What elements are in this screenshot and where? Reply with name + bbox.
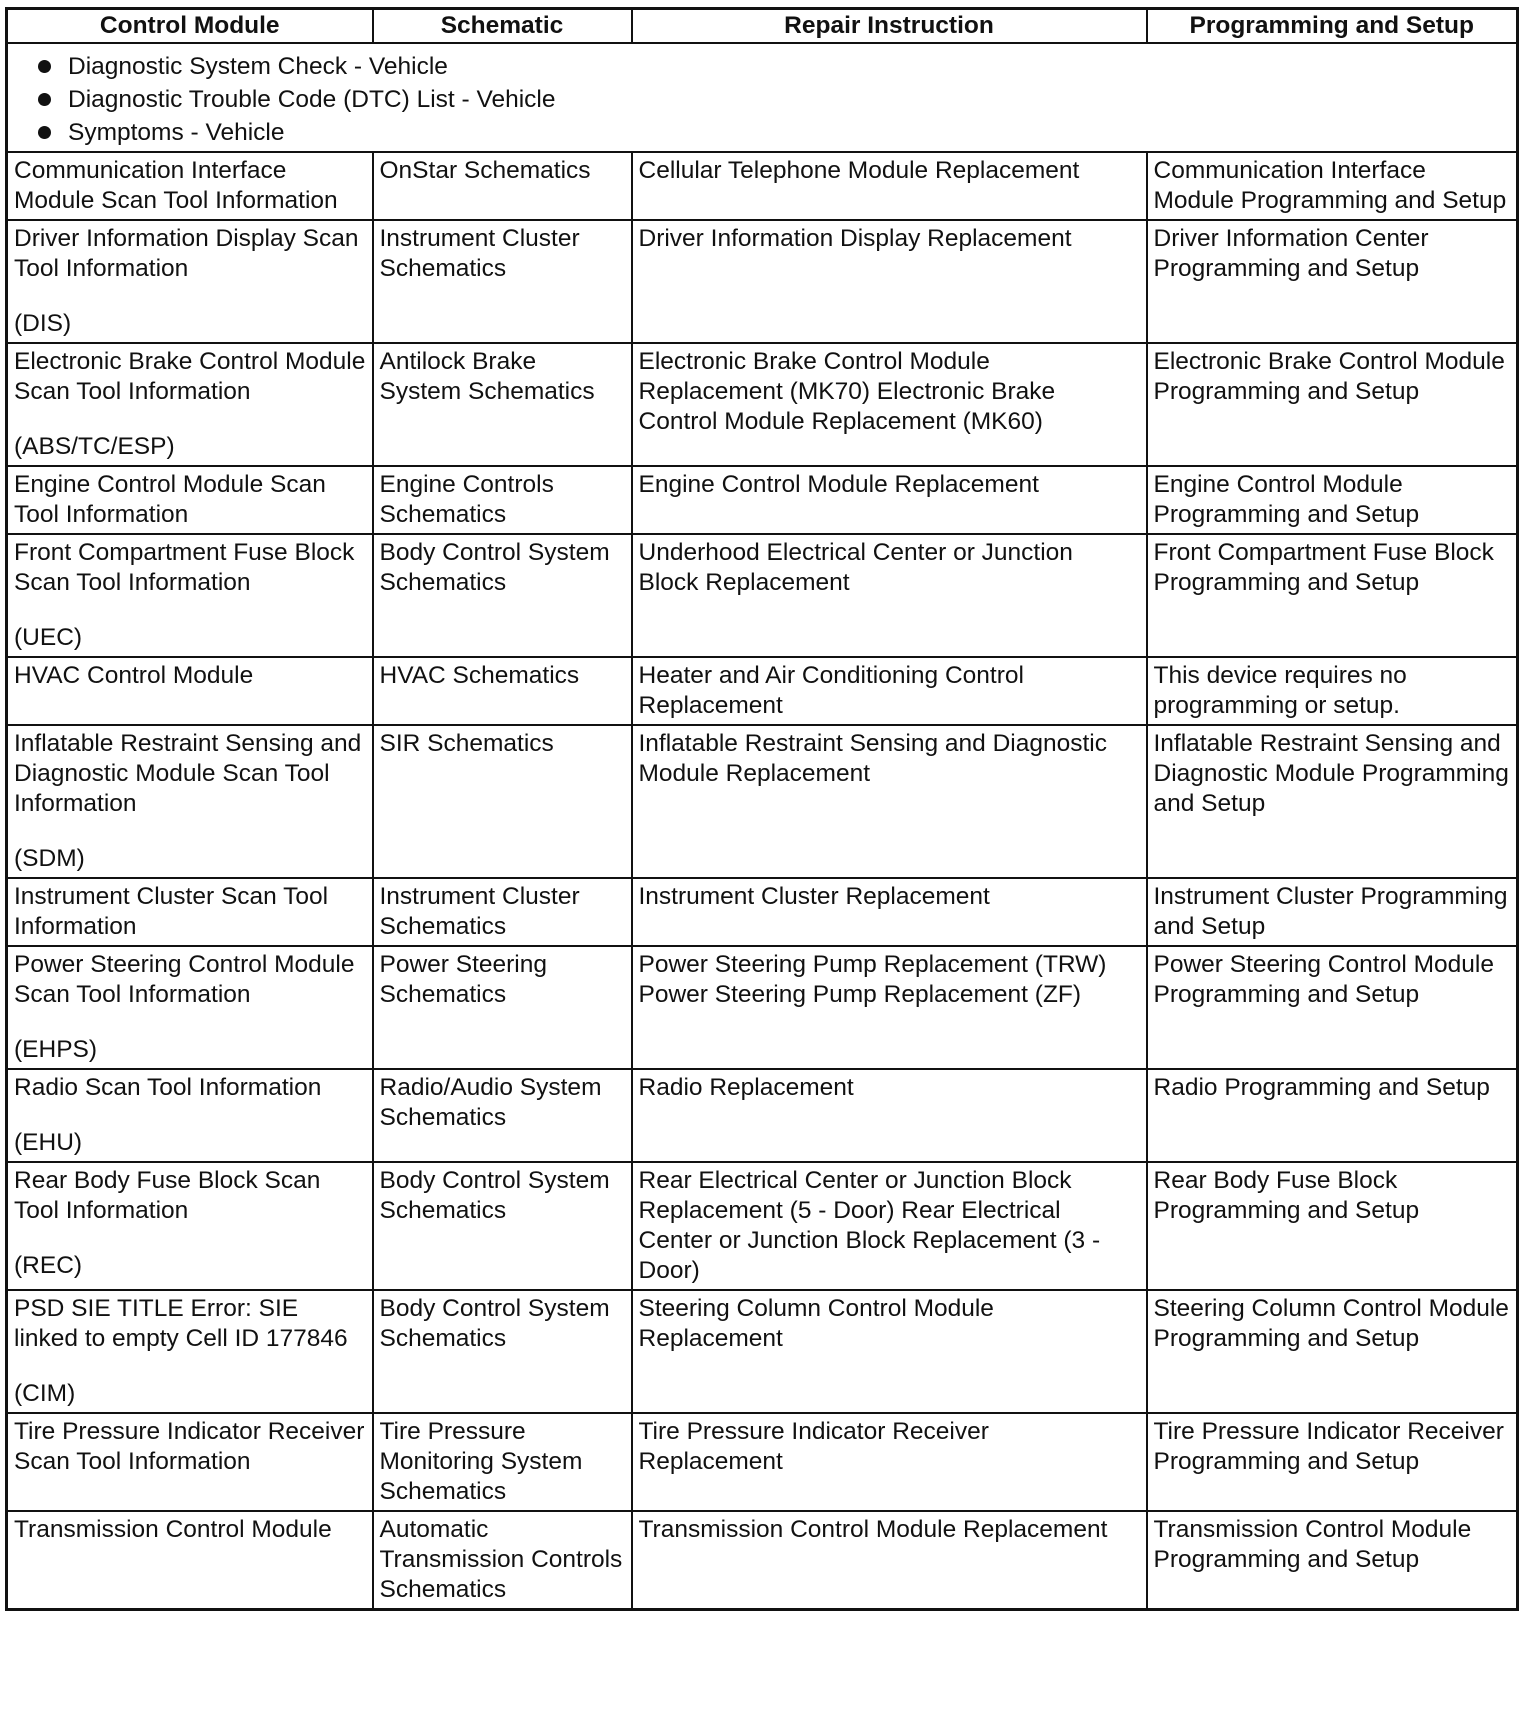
repair-instruction-cell[interactable]: Cellular Telephone Module Replacement xyxy=(632,152,1147,220)
header-schematic: Schematic xyxy=(373,9,632,44)
control-module-cell[interactable] xyxy=(7,1069,373,1162)
bullet-row xyxy=(7,43,1518,152)
schematic-cell[interactable]: Body Control System Schematics xyxy=(373,534,632,657)
schematic-cell[interactable]: Antilock Brake System Schematics xyxy=(373,343,632,466)
control-module-name[interactable]: Inflatable Restraint Sensing and Diagnostic Module Scan Tool Information xyxy=(14,730,362,817)
repair-instruction-cell[interactable]: Engine Control Module Replacement xyxy=(632,466,1147,534)
header-programming-setup: Programming and Setup xyxy=(1147,9,1518,44)
programming-setup-cell[interactable]: Inflatable Restraint Sensing and Diagnostic Module Programming and Setup xyxy=(1147,725,1518,878)
table-row xyxy=(7,878,1518,946)
programming-setup-cell[interactable]: Steering Column Control Module Programming and Setup xyxy=(1147,1290,1518,1413)
repair-instruction-cell[interactable]: Underhood Electrical Center or Junction Block Replacement xyxy=(632,534,1147,657)
programming-setup-cell[interactable]: Communication Interface Module Programming and Setup xyxy=(1147,152,1518,220)
control-module-name[interactable]: Power Steering Control Module Scan Tool Information xyxy=(14,951,355,1008)
schematic-cell[interactable]: Power Steering Schematics xyxy=(373,946,632,1069)
control-module-abbreviation: (DIS) xyxy=(14,310,72,337)
header-repair-instruction: Repair Instruction xyxy=(632,9,1147,44)
table-row xyxy=(7,1290,1518,1413)
control-module-cell[interactable] xyxy=(7,152,373,220)
schematic-cell[interactable]: Instrument Cluster Schematics xyxy=(373,878,632,946)
bullet-icon xyxy=(38,93,51,106)
programming-setup-cell[interactable]: Transmission Control Module Programming and Setup xyxy=(1147,1511,1518,1610)
schematic-cell[interactable]: Body Control System Schematics xyxy=(373,1162,632,1290)
control-module-cell[interactable] xyxy=(7,1290,373,1413)
control-module-name[interactable]: Radio Scan Tool Information xyxy=(14,1074,322,1101)
control-module-name[interactable]: Communication Interface Module Scan Tool Information xyxy=(14,157,338,214)
header-control-module: Control Module xyxy=(7,9,373,44)
header-row xyxy=(7,9,1518,44)
control-module-cell[interactable] xyxy=(7,725,373,878)
schematic-cell[interactable]: HVAC Schematics xyxy=(373,657,632,725)
control-module-name[interactable]: Instrument Cluster Scan Tool Information xyxy=(14,883,329,940)
control-module-cell[interactable] xyxy=(7,1162,373,1290)
programming-setup-cell[interactable]: Front Compartment Fuse Block Programming and Setup xyxy=(1147,534,1518,657)
diagnostic-links xyxy=(14,50,1510,149)
bullet-cell xyxy=(7,43,1518,152)
repair-instruction-cell[interactable]: Radio Replacement xyxy=(632,1069,1147,1162)
control-module-abbreviation: (CIM) xyxy=(14,1380,76,1407)
programming-setup-cell[interactable]: Engine Control Module Programming and Setup xyxy=(1147,466,1518,534)
control-module-name[interactable]: HVAC Control Module xyxy=(14,662,254,689)
control-module-cell[interactable] xyxy=(7,343,373,466)
schematic-cell[interactable]: Instrument Cluster Schematics xyxy=(373,220,632,343)
control-module-name[interactable]: Engine Control Module Scan Tool Information xyxy=(14,471,326,528)
control-module-cell[interactable] xyxy=(7,534,373,657)
schematic-cell[interactable]: OnStar Schematics xyxy=(373,152,632,220)
table-row xyxy=(7,534,1518,657)
control-module-name[interactable]: Tire Pressure Indicator Receiver Scan Tool Information xyxy=(14,1418,365,1475)
repair-instruction-cell[interactable]: Heater and Air Conditioning Control Replacement xyxy=(632,657,1147,725)
control-module-abbreviation: (EHPS) xyxy=(14,1036,98,1063)
table-row xyxy=(7,657,1518,725)
table-row xyxy=(7,152,1518,220)
repair-instruction-cell[interactable]: Inflatable Restraint Sensing and Diagnostic Module Replacement xyxy=(632,725,1147,878)
bullet-item-dtc-list[interactable]: Diagnostic Trouble Code (DTC) List - Vehicle xyxy=(32,83,1510,116)
table-row xyxy=(7,1162,1518,1290)
bullet-item-symptoms[interactable]: Symptoms - Vehicle xyxy=(32,116,1510,149)
control-module-abbreviation: (REC) xyxy=(14,1252,83,1279)
module-table xyxy=(5,7,1519,1611)
control-module-abbreviation: (ABS/TC/ESP) xyxy=(14,433,175,460)
control-module-abbreviation: (UEC) xyxy=(14,624,83,651)
control-module-cell[interactable] xyxy=(7,466,373,534)
table-row xyxy=(7,725,1518,878)
table-row xyxy=(7,1413,1518,1511)
programming-setup-cell[interactable]: Electronic Brake Control Module Programming and Setup xyxy=(1147,343,1518,466)
control-module-cell[interactable] xyxy=(7,657,373,725)
control-module-name[interactable]: Rear Body Fuse Block Scan Tool Information xyxy=(14,1167,321,1224)
programming-setup-cell[interactable]: Radio Programming and Setup xyxy=(1147,1069,1518,1162)
control-module-cell[interactable] xyxy=(7,1413,373,1511)
control-module-cell[interactable] xyxy=(7,878,373,946)
control-module-cell[interactable] xyxy=(7,220,373,343)
control-module-name[interactable]: Electronic Brake Control Module Scan Tool Information xyxy=(14,348,366,405)
programming-setup-cell[interactable]: Tire Pressure Indicator Receiver Programming and Setup xyxy=(1147,1413,1518,1511)
repair-instruction-cell[interactable]: Electronic Brake Control Module Replacement (MK70) Electronic Brake Control Module Replacement (MK60) xyxy=(632,343,1147,466)
schematic-cell[interactable]: SIR Schematics xyxy=(373,725,632,878)
control-module-name[interactable]: PSD SIE TITLE Error: SIE linked to empty Cell ID 177846 xyxy=(14,1295,348,1352)
table-row xyxy=(7,946,1518,1069)
table-row xyxy=(7,343,1518,466)
bullet-item-system-check[interactable]: Diagnostic System Check - Vehicle xyxy=(32,50,1510,83)
control-module-name[interactable]: Front Compartment Fuse Block Scan Tool Information xyxy=(14,539,355,596)
schematic-cell[interactable]: Body Control System Schematics xyxy=(373,1290,632,1413)
repair-instruction-cell[interactable]: Rear Electrical Center or Junction Block Replacement (5 - Door) Rear Electrical Center or Junction Block Replacement (3 - Door) xyxy=(632,1162,1147,1290)
control-module-abbreviation: (SDM) xyxy=(14,845,85,872)
control-module-name[interactable]: Driver Information Display Scan Tool Information xyxy=(14,225,359,282)
programming-setup-cell[interactable]: This device requires no programming or setup. xyxy=(1147,657,1518,725)
control-module-cell[interactable] xyxy=(7,1511,373,1610)
table-row xyxy=(7,1511,1518,1610)
control-module-cell[interactable] xyxy=(7,946,373,1069)
repair-instruction-cell[interactable]: Driver Information Display Replacement xyxy=(632,220,1147,343)
repair-instruction-cell[interactable]: Power Steering Pump Replacement (TRW) Power Steering Pump Replacement (ZF) xyxy=(632,946,1147,1069)
programming-setup-cell[interactable]: Power Steering Control Module Programming and Setup xyxy=(1147,946,1518,1069)
table-row xyxy=(7,1069,1518,1162)
repair-instruction-cell[interactable]: Instrument Cluster Replacement xyxy=(632,878,1147,946)
table-row xyxy=(7,466,1518,534)
schematic-cell[interactable]: Automatic Transmission Controls Schematics xyxy=(373,1511,632,1610)
bullet-icon xyxy=(38,60,51,73)
programming-setup-cell[interactable]: Rear Body Fuse Block Programming and Setup xyxy=(1147,1162,1518,1290)
bullet-icon xyxy=(38,126,51,139)
schematic-cell[interactable]: Engine Controls Schematics xyxy=(373,466,632,534)
programming-setup-cell[interactable]: Instrument Cluster Programming and Setup xyxy=(1147,878,1518,946)
programming-setup-cell[interactable]: Driver Information Center Programming and Setup xyxy=(1147,220,1518,343)
repair-instruction-cell[interactable]: Transmission Control Module Replacement xyxy=(632,1511,1147,1610)
repair-instruction-cell[interactable]: Tire Pressure Indicator Receiver Replacement xyxy=(632,1413,1147,1511)
schematic-cell[interactable]: Tire Pressure Monitoring System Schematics xyxy=(373,1413,632,1511)
control-module-name[interactable]: Transmission Control Module xyxy=(14,1516,332,1543)
table-row xyxy=(7,220,1518,343)
control-module-abbreviation: (EHU) xyxy=(14,1129,83,1156)
module-rows xyxy=(7,152,1518,1610)
repair-instruction-cell[interactable]: Steering Column Control Module Replacement xyxy=(632,1290,1147,1413)
schematic-cell[interactable]: Radio/Audio System Schematics xyxy=(373,1069,632,1162)
